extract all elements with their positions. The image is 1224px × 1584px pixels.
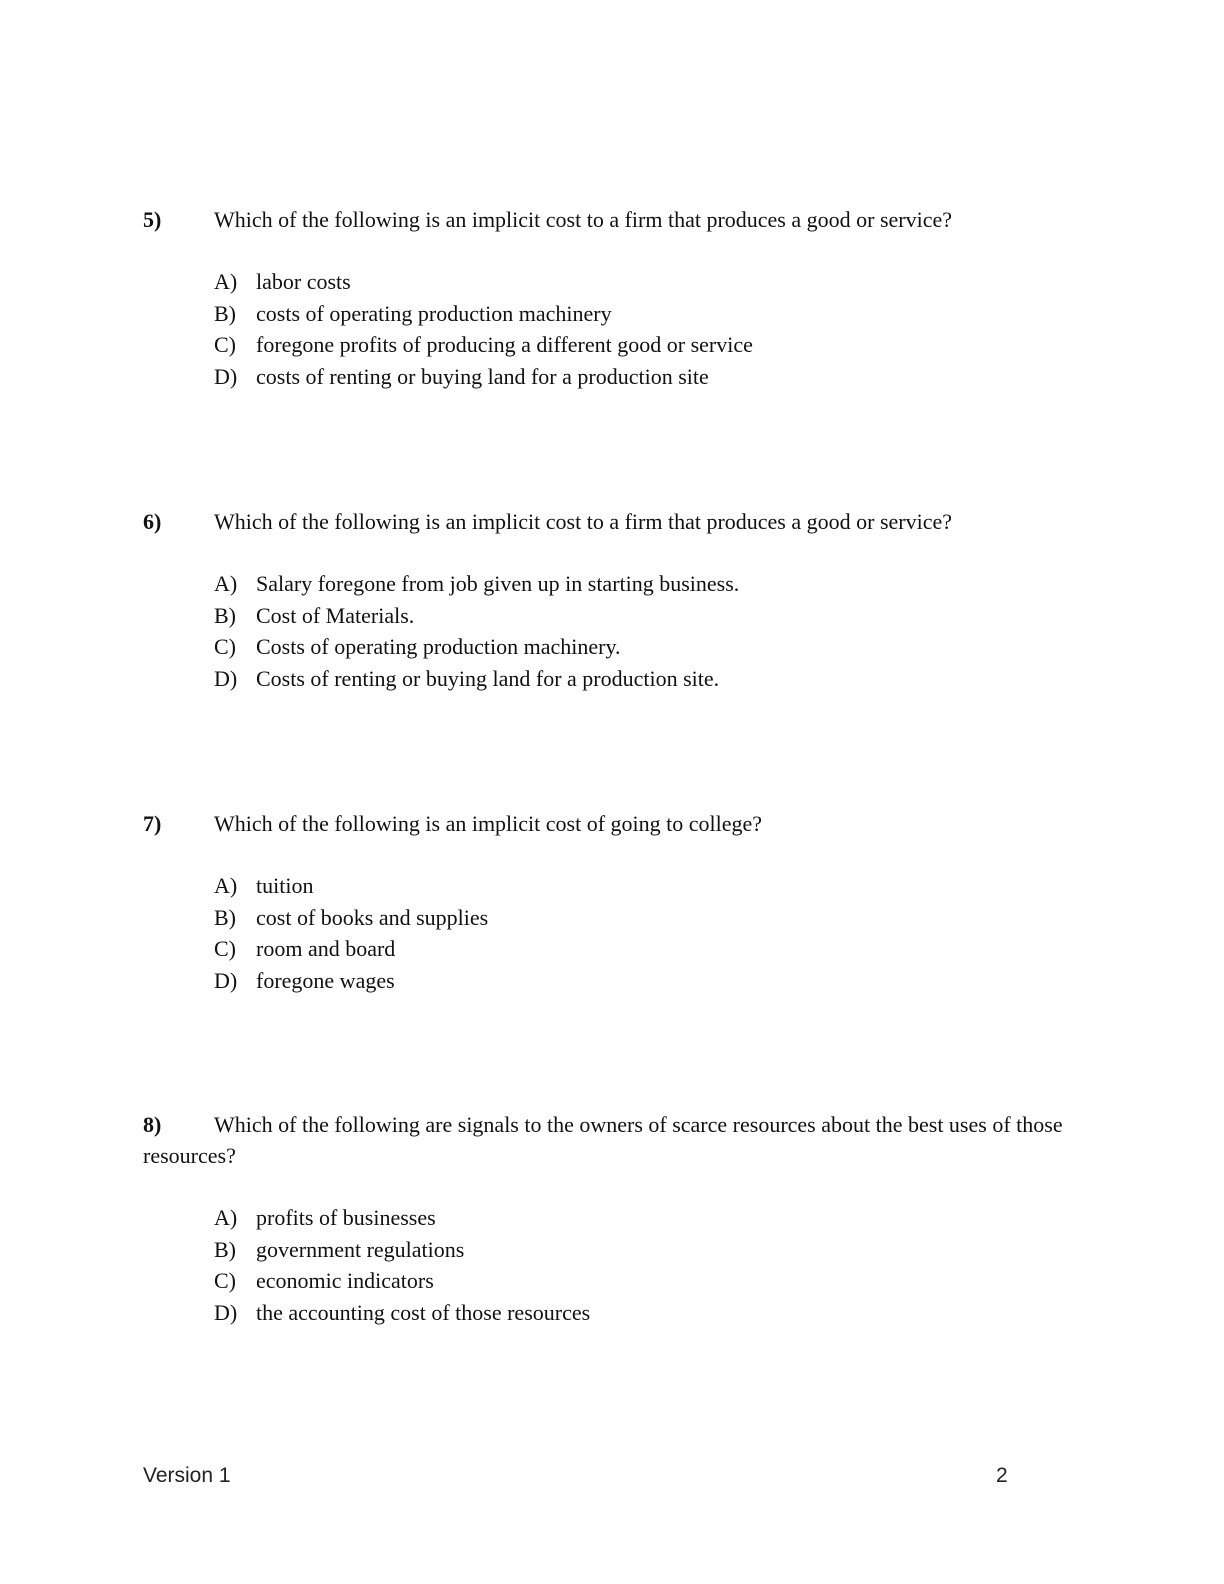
option-text: government regulations <box>256 1236 465 1262</box>
option-a <box>214 1202 1073 1234</box>
option-a <box>214 266 1073 298</box>
question-stem <box>143 506 1073 537</box>
option-c <box>214 933 1073 965</box>
answer-options <box>143 1202 1073 1328</box>
question-number: 5) <box>143 207 162 232</box>
question-number: 7) <box>143 811 162 836</box>
question-text: Which of the following is an implicit cost to a firm that produces a good or service? <box>214 207 953 232</box>
option-b <box>214 298 1073 330</box>
footer-page-number: 2 <box>996 1464 1008 1487</box>
option-letter: C) <box>214 332 236 357</box>
option-text: Cost of Materials. <box>256 602 415 628</box>
question-number: 6) <box>143 509 162 534</box>
option-b <box>214 600 1073 632</box>
option-a <box>214 870 1073 902</box>
option-b <box>214 1234 1073 1266</box>
option-text: economic indicators <box>256 1268 434 1293</box>
option-text: Costs of operating production machinery. <box>256 634 621 659</box>
option-a <box>214 568 1073 600</box>
option-text: costs of operating production machinery <box>256 300 612 326</box>
question-stem <box>143 1109 1073 1171</box>
option-letter: B) <box>214 602 236 628</box>
question-text: Which of the following is an implicit cost of going to college? <box>214 811 763 836</box>
question-text: Which of the following is an implicit cost to a firm that produces a good or service? <box>214 509 953 534</box>
option-text: costs of renting or buying land for a production site <box>256 363 709 389</box>
option-text: tuition <box>256 873 314 898</box>
option-letter: C) <box>214 936 236 961</box>
option-text: room and board <box>256 936 396 961</box>
option-text: Salary foregone from job given up in starting business. <box>256 571 740 596</box>
option-c <box>214 631 1073 663</box>
option-text: the accounting cost of those resources <box>256 1299 591 1325</box>
option-letter: B) <box>214 300 236 326</box>
option-letter: C) <box>214 1268 236 1293</box>
option-letter: A) <box>214 873 238 898</box>
option-letter: D) <box>214 363 238 389</box>
option-b <box>214 902 1073 934</box>
answer-options <box>143 568 1073 694</box>
option-text: profits of businesses <box>256 1205 436 1230</box>
option-letter: D) <box>214 665 238 691</box>
footer-version: Version 1 <box>143 1464 231 1487</box>
option-letter: A) <box>214 1205 238 1230</box>
option-letter: D) <box>214 967 238 993</box>
option-c <box>214 329 1073 361</box>
question-8 <box>143 1109 1073 1328</box>
option-d <box>214 361 1073 393</box>
option-letter: A) <box>214 269 238 294</box>
question-5 <box>143 204 1073 392</box>
option-d <box>214 1297 1073 1329</box>
option-letter: A) <box>214 571 238 596</box>
option-text: cost of books and supplies <box>256 904 489 930</box>
option-text: Costs of renting or buying land for a production site. <box>256 665 720 691</box>
question-stem <box>143 204 1073 235</box>
question-7 <box>143 808 1073 996</box>
option-letter: B) <box>214 1236 236 1262</box>
option-d <box>214 965 1073 997</box>
option-c <box>214 1265 1073 1297</box>
question-number: 8) <box>143 1112 162 1137</box>
option-letter: D) <box>214 1299 238 1325</box>
option-letter: C) <box>214 634 236 659</box>
question-6 <box>143 506 1073 694</box>
option-letter: B) <box>214 904 236 930</box>
answer-options <box>143 266 1073 392</box>
question-text: Which of the following are signals to the owners of scarce resources about the best uses of those resources? <box>143 1112 1063 1168</box>
question-stem <box>143 808 1073 839</box>
option-text: foregone profits of producing a different good or service <box>256 332 753 357</box>
option-d <box>214 663 1073 695</box>
answer-options <box>143 870 1073 996</box>
option-text: labor costs <box>256 269 351 294</box>
option-text: foregone wages <box>256 967 395 993</box>
